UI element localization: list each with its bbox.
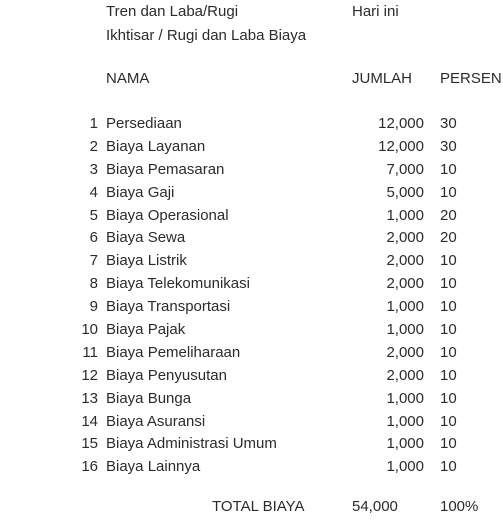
row-percent: 10 bbox=[440, 275, 457, 293]
row-number: 1 bbox=[89, 115, 98, 132]
row-percent: 10 bbox=[440, 160, 457, 178]
row-amount: 1,000 bbox=[386, 412, 424, 430]
row-number: 8 bbox=[89, 275, 98, 293]
row-name: Biaya Transportasi bbox=[106, 298, 231, 316]
table-row bbox=[0, 319, 503, 342]
row-amount: 2,000 bbox=[386, 343, 424, 361]
row-percent: 10 bbox=[440, 252, 457, 270]
row-percent: 30 bbox=[440, 137, 457, 155]
row-name: Biaya Gaji bbox=[106, 183, 175, 201]
row-name: Biaya Listrik bbox=[106, 252, 187, 270]
table-row bbox=[0, 342, 503, 365]
row-name: Biaya Penyusutan bbox=[106, 366, 227, 384]
row-amount: 12,000 bbox=[378, 137, 424, 155]
table-row bbox=[0, 365, 503, 388]
table-row bbox=[0, 136, 503, 159]
row-name: Biaya Telekomunikasi bbox=[106, 275, 250, 293]
row-name: Biaya Sewa bbox=[106, 229, 186, 247]
row-amount: 1,000 bbox=[386, 298, 424, 316]
row-amount: 1,000 bbox=[386, 206, 424, 224]
table-row bbox=[0, 411, 503, 434]
table-row bbox=[0, 388, 503, 411]
table-row bbox=[0, 205, 503, 228]
table-row bbox=[0, 159, 503, 182]
row-number: 16 bbox=[81, 458, 98, 476]
row-number: 7 bbox=[89, 252, 98, 270]
row-number: 6 bbox=[89, 229, 98, 247]
row-number: 13 bbox=[81, 389, 98, 407]
row-name: Biaya Pemeliharaan bbox=[106, 343, 241, 361]
table-row bbox=[0, 273, 503, 296]
row-percent: 10 bbox=[440, 412, 457, 430]
row-amount: 12,000 bbox=[378, 115, 424, 132]
row-name: Biaya Pajak bbox=[106, 321, 186, 339]
row-name: Biaya Asuransi bbox=[106, 412, 206, 430]
report-title: Tren dan Laba/Rugi bbox=[106, 3, 239, 20]
row-amount: 2,000 bbox=[386, 275, 424, 293]
row-amount: 2,000 bbox=[386, 252, 424, 270]
row-amount: 1,000 bbox=[386, 458, 424, 476]
expense-table bbox=[0, 113, 503, 479]
row-name: Biaya Operasional bbox=[106, 206, 229, 224]
row-number: 10 bbox=[81, 321, 98, 339]
column-header-percent: PERSEN bbox=[440, 70, 502, 87]
row-amount: 7,000 bbox=[386, 160, 424, 178]
report-date: Hari ini bbox=[352, 3, 399, 20]
row-number: 2 bbox=[89, 137, 98, 155]
row-amount: 1,000 bbox=[386, 435, 424, 453]
table-row bbox=[0, 182, 503, 205]
table-row bbox=[0, 250, 503, 273]
row-name: Biaya Pemasaran bbox=[106, 160, 225, 178]
row-number: 11 bbox=[82, 343, 98, 361]
row-number: 3 bbox=[89, 160, 98, 178]
row-percent: 10 bbox=[440, 366, 457, 384]
total-label: TOTAL BIAYA bbox=[212, 498, 305, 515]
table-row bbox=[0, 433, 503, 456]
row-number: 4 bbox=[89, 183, 98, 201]
row-amount: 2,000 bbox=[386, 229, 424, 247]
table-row bbox=[0, 456, 503, 479]
row-number: 12 bbox=[81, 366, 98, 384]
total-percent: 100% bbox=[440, 498, 479, 515]
row-percent: 10 bbox=[440, 389, 457, 407]
row-name: Biaya Administrasi Umum bbox=[106, 435, 277, 453]
row-name: Persediaan bbox=[106, 115, 182, 132]
report-subtitle: Ikhtisar / Rugi dan Laba Biaya bbox=[106, 27, 307, 44]
table-row bbox=[0, 227, 503, 250]
column-header-amount: JUMLAH bbox=[352, 70, 413, 87]
row-number: 15 bbox=[81, 435, 98, 453]
row-percent: 20 bbox=[440, 229, 457, 247]
row-number: 9 bbox=[89, 298, 98, 316]
row-percent: 10 bbox=[440, 321, 457, 339]
row-percent: 10 bbox=[440, 435, 457, 453]
row-name: Biaya Lainnya bbox=[106, 458, 201, 476]
row-number: 14 bbox=[81, 412, 98, 430]
row-name: Biaya Layanan bbox=[106, 137, 206, 155]
row-name: Biaya Bunga bbox=[106, 389, 192, 407]
row-amount: 2,000 bbox=[386, 366, 424, 384]
row-percent: 10 bbox=[440, 343, 457, 361]
row-amount: 1,000 bbox=[386, 321, 424, 339]
row-amount: 1,000 bbox=[386, 389, 424, 407]
row-percent: 10 bbox=[440, 183, 457, 201]
row-percent: 30 bbox=[440, 115, 457, 132]
row-number: 5 bbox=[89, 206, 98, 224]
total-amount: 54,000 bbox=[352, 498, 398, 515]
row-amount: 5,000 bbox=[386, 183, 424, 201]
table-row bbox=[0, 296, 503, 319]
row-percent: 20 bbox=[440, 206, 457, 224]
row-percent: 10 bbox=[440, 458, 457, 476]
row-percent: 10 bbox=[440, 298, 457, 316]
column-header-name: NAMA bbox=[106, 70, 150, 87]
table-row bbox=[0, 113, 503, 136]
